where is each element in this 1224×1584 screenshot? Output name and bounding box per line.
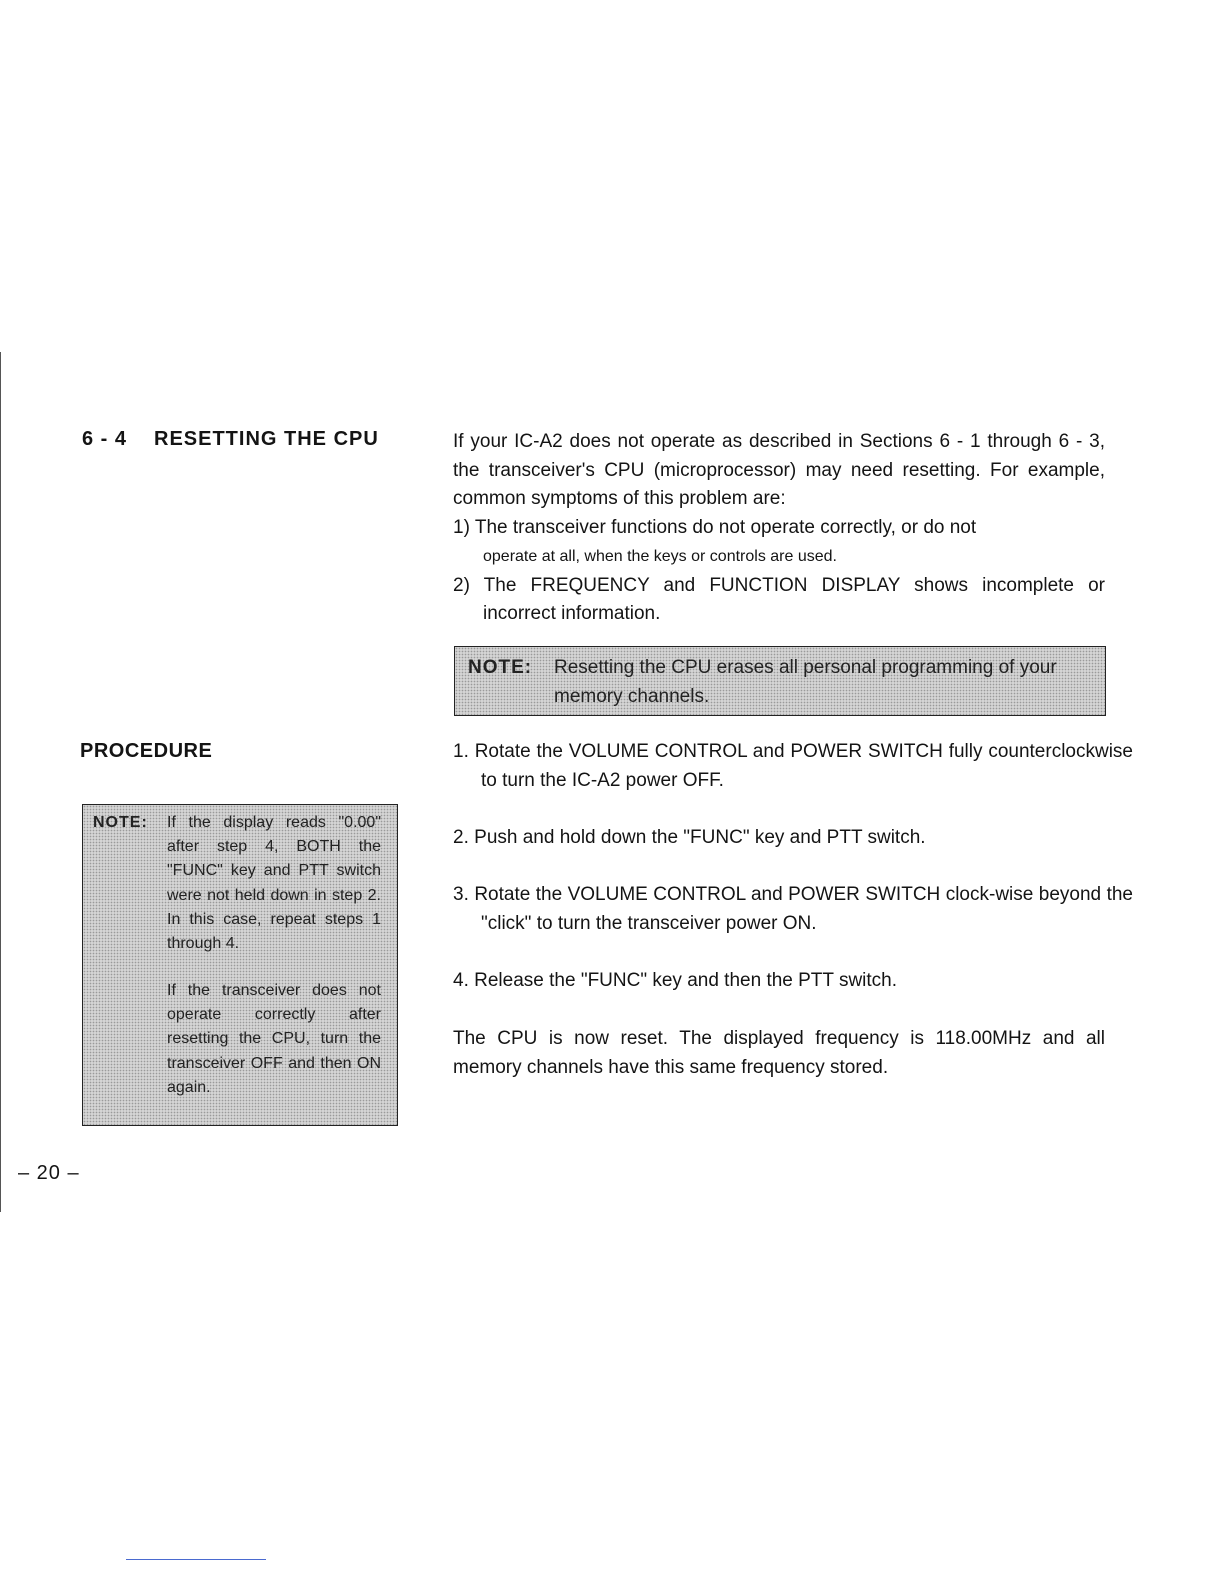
procedure-step-2 [453,824,1133,853]
symptom-text-1: The transceiver functions do not operate correctly, or do not [474,516,977,538]
bottom-rule [126,1559,266,1560]
step-number-3: 3. [453,884,469,905]
step-text-4: Release the "FUNC" key and then the PTT switch. [474,970,898,991]
closing-text: The CPU is now reset. The displayed frequency is 118.00MHz and all memory channels have this same frequency stored. [453,1028,1105,1078]
page-number: – 20 – [18,1162,80,1184]
step-number-2: 2. [453,827,469,848]
symptom-marker-2: 2) [453,574,470,596]
step-text-3: Rotate the VOLUME CONTROL and POWER SWITCH clock-wise beyond the "click" to turn the transceiver power ON. [474,884,1133,934]
symptom-item-2 [453,572,1105,629]
warning-note-box [454,646,1106,716]
side-note-paragraph-2: If the transceiver does not operate correctly after resetting the CPU, turn the transceiver OFF and then ON again. [167,982,381,1096]
section-title: RESETTING THE CPU [154,428,379,450]
procedure-step-4 [453,967,1133,996]
page-edge-line [0,352,1,1212]
symptom-text-1-small: operate at all, when the keys or controls are used. [483,548,837,565]
step-text-1: Rotate the VOLUME CONTROL and POWER SWITCH fully counterclockwise to turn the IC-A2 power OFF. [474,741,1133,791]
section-number: 6 - 4 [82,428,128,450]
procedure-step-1 [453,738,1133,795]
side-note-box [82,804,398,1126]
symptom-text-2: The FREQUENCY and FUNCTION DISPLAY shows incomplete or incorrect information. [483,574,1105,624]
step-number-4: 4. [453,970,469,991]
side-note-label: NOTE: [93,814,148,831]
side-note-paragraph-1: If the display reads "0.00" after step 4, BOTH the "FUNC" key and PTT switch were not held down in step 2. In this case, repeat steps 1 through 4. [167,814,381,953]
warning-note-text: Resetting the CPU erases all personal programming of your memory channels. [554,657,1057,707]
step-number-1: 1. [453,741,469,762]
procedure-step-3 [453,881,1133,938]
warning-note-label: NOTE: [468,657,533,678]
symptom-item-1 [453,514,1105,572]
procedure-heading: PROCEDURE [80,740,213,762]
intro-block [453,428,1105,629]
intro-paragraph: If your IC-A2 does not operate as described in Sections 6 - 1 through 6 - 3, the transceiver's CPU (microprocessor) may need resetting. For example, common symptoms of this problem are: [453,431,1105,509]
step-text-2: Push and hold down the "FUNC" key and PTT switch. [474,827,926,848]
symptom-marker-1: 1) [453,516,470,538]
closing-paragraph [453,1024,1105,1082]
section-heading [82,428,379,451]
